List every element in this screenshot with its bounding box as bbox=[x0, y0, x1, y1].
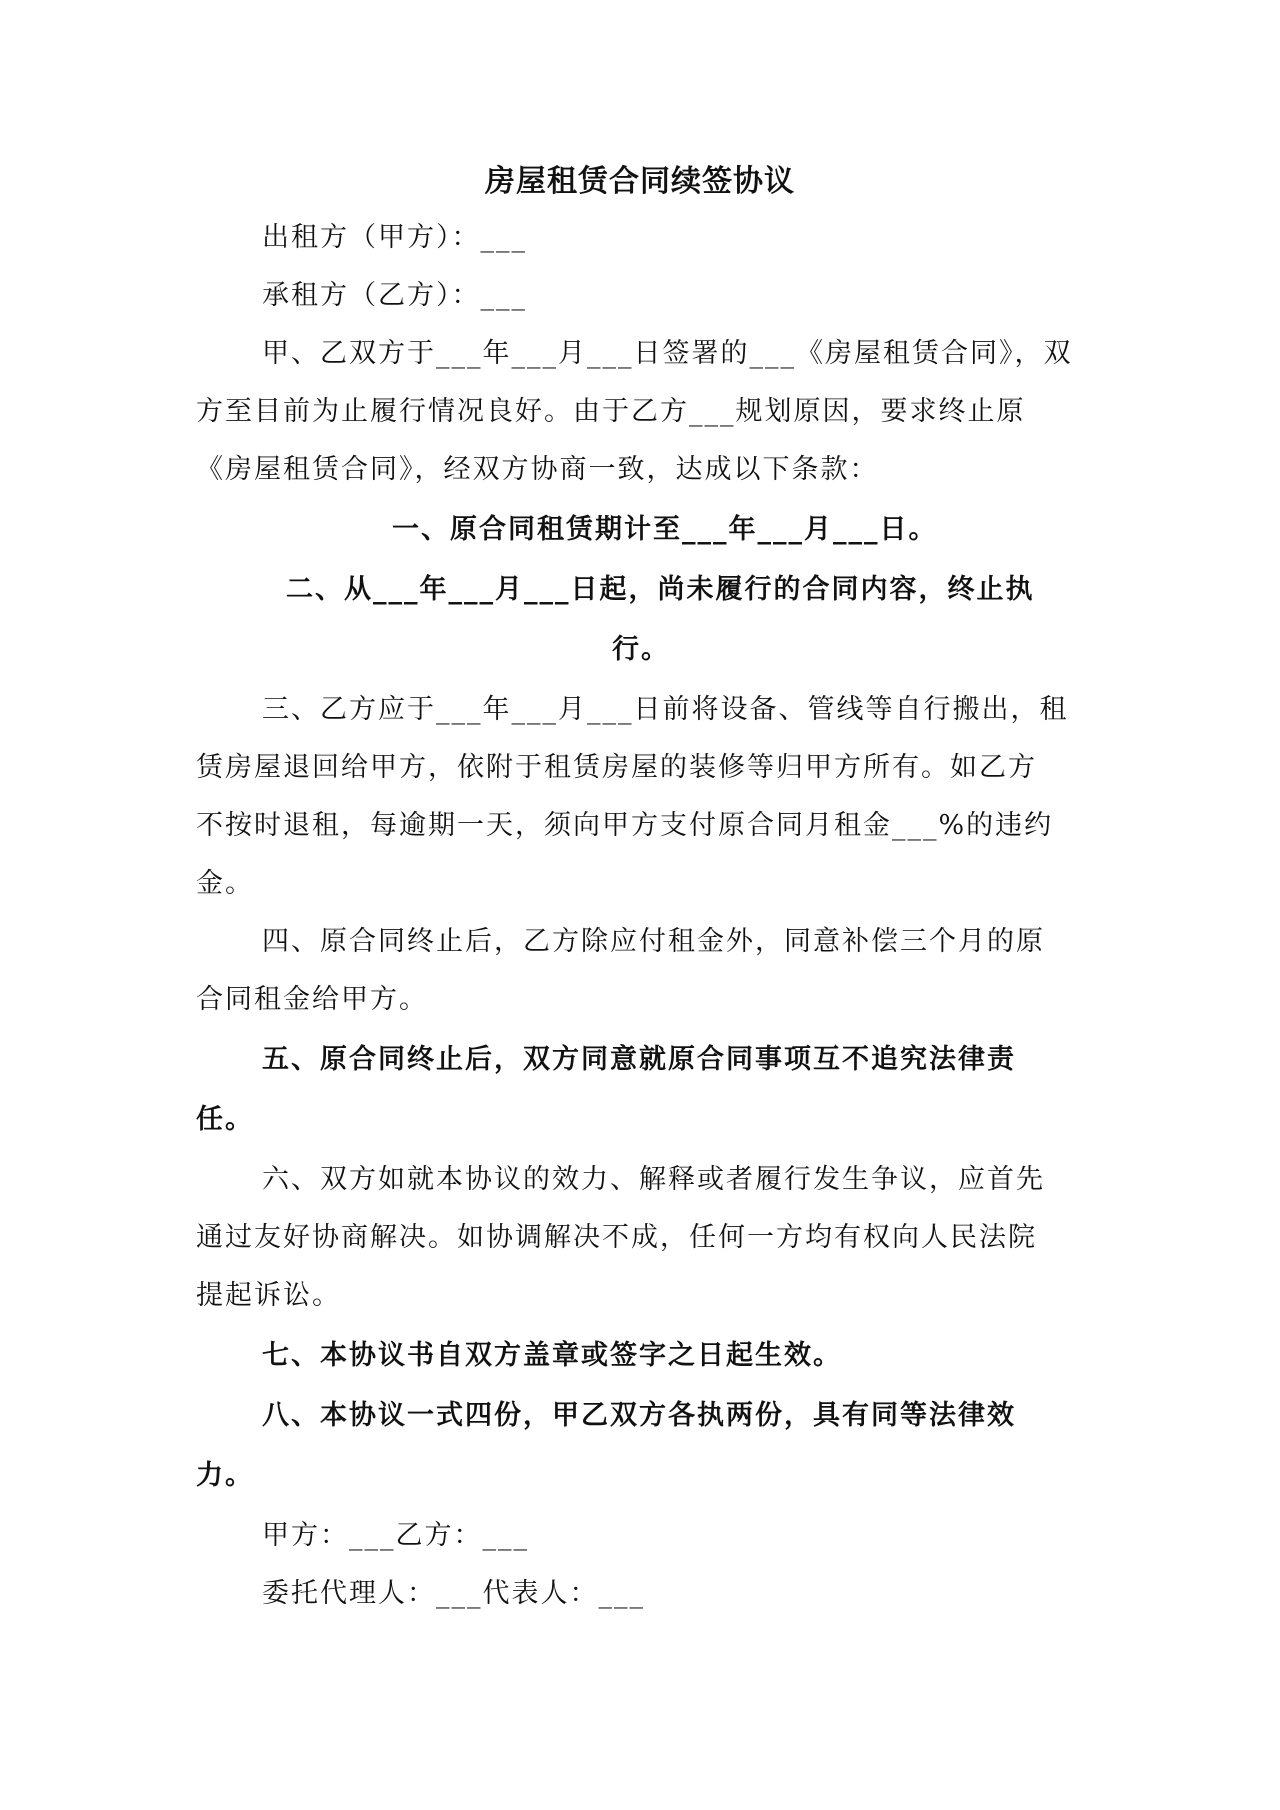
clause-3-line-2: 赁房屋退回给甲方，依附于租赁房屋的装修等归甲方所有。如乙方 bbox=[196, 752, 1037, 783]
clause-3-line-3: 不按时退租，每逾期一天，须向甲方支付原合同月租金___%的违约 bbox=[196, 810, 1054, 841]
clause-1: 一、原合同租赁期计至___年___月___日。 bbox=[392, 514, 938, 545]
intro-line-3: 《房屋租赁合同》，经双方协商一致，达成以下条款： bbox=[196, 454, 879, 485]
clause-5-line-2: 任。 bbox=[196, 1104, 254, 1135]
clause-4-line-2: 合同租金给甲方。 bbox=[196, 984, 428, 1015]
clause-8-line-2: 力。 bbox=[196, 1460, 254, 1491]
clause-6-line-1: 六、双方如就本协议的效力、解释或者履行发生争议，应首先 bbox=[262, 1164, 1045, 1195]
clause-7: 七、本协议书自双方盖章或签字之日起生效。 bbox=[262, 1340, 842, 1371]
clause-5-line-1: 五、原合同终止后，双方同意就原合同事项互不追究法律责 bbox=[262, 1044, 1016, 1075]
signature-agents: 委托代理人：___代表人：___ bbox=[262, 1578, 645, 1609]
lessor-line: 出租方（甲方）：___ bbox=[262, 222, 527, 253]
clause-2-line-2: 行。 bbox=[612, 634, 670, 665]
clause-8-line-1: 八、本协议一式四份，甲乙双方各执两份，具有同等法律效 bbox=[262, 1400, 1016, 1431]
document-title: 房屋租赁合同续签协议 bbox=[485, 164, 795, 199]
clause-4-line-1: 四、原合同终止后，乙方除应付租金外，同意补偿三个月的原 bbox=[262, 926, 1045, 957]
lessee-line: 承租方（乙方）：___ bbox=[262, 280, 527, 311]
signature-parties: 甲方：___乙方：___ bbox=[262, 1520, 529, 1551]
intro-line-2: 方至目前为止履行情况良好。由于乙方___规划原因，要求终止原 bbox=[196, 396, 1026, 427]
clause-3-line-1: 三、乙方应于___年___月___日前将设备、管线等自行搬出，租 bbox=[262, 694, 1069, 725]
clause-2-line-1: 二、从___年___月___日起，尚未履行的合同内容，终止执 bbox=[286, 574, 1035, 605]
clause-6-line-2: 通过友好协商解决。如协调解决不成，任何一方均有权向人民法院 bbox=[196, 1222, 1037, 1253]
clause-3-line-4: 金。 bbox=[196, 868, 254, 899]
clause-6-line-3: 提起诉讼。 bbox=[196, 1280, 341, 1311]
intro-line-1: 甲、乙双方于___年___月___日签署的___《房屋租赁合同》，双 bbox=[262, 338, 1073, 369]
